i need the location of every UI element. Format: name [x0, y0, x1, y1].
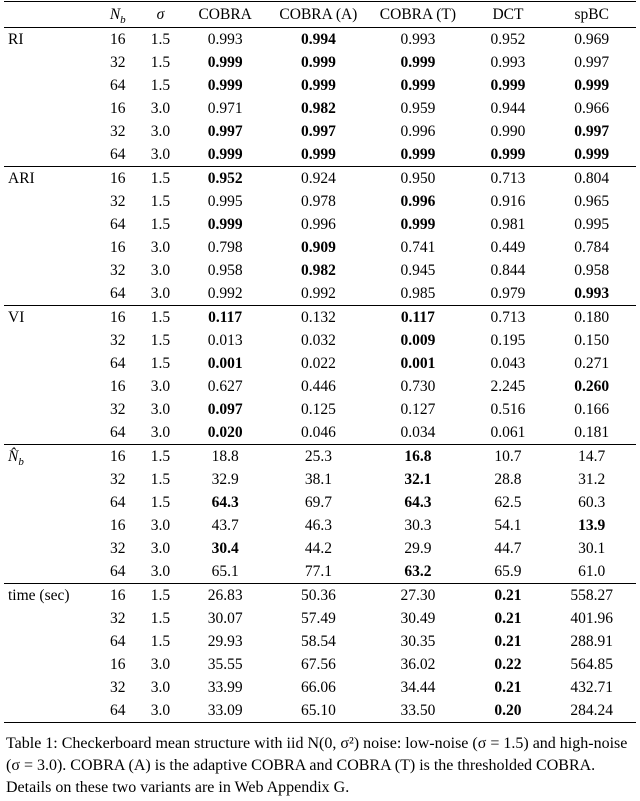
result-value: 558.27 — [547, 584, 636, 608]
sigma-value: 3.0 — [150, 285, 171, 302]
nb-value: 64 — [109, 633, 126, 650]
result-value: 38.1 — [304, 471, 332, 488]
table-row — [4, 213, 636, 236]
metric-label — [4, 468, 96, 491]
result-value: 0.844 — [490, 262, 526, 279]
result-value: 30.49 — [400, 610, 436, 627]
result-value: 0.999 — [400, 146, 436, 163]
metric-name: time (sec) — [8, 587, 70, 604]
sigma-value: 3.0 — [150, 424, 171, 441]
header-method-cobra-a: COBRA (A) — [269, 2, 367, 28]
sigma-value: 3.0 — [150, 239, 171, 256]
sigma-value: 3.0 — [150, 146, 171, 163]
metric-label — [4, 607, 96, 630]
nb-value: 32 — [109, 540, 126, 557]
result-value: 0.132 — [269, 306, 367, 330]
nb-value: 32 — [109, 471, 126, 488]
result-value: 0.061 — [490, 424, 526, 441]
metric-label — [4, 584, 96, 608]
result-value: 0.713 — [468, 306, 547, 330]
result-value: 27.30 — [367, 584, 468, 608]
result-value: 66.06 — [300, 679, 336, 696]
result-value: 0.993 — [207, 31, 243, 48]
result-value: 0.195 — [490, 332, 526, 349]
table-caption: Table 1: Checkerboard mean structure with iid N(0, σ²) noise: low-noise (σ = 1.5) and high-noise (σ = 3.0). COBRA (A) is the adaptive COBRA and COBRA (T) is the thresholded COBRA. Details on these two variants are in Web Appendix G. — [6, 735, 628, 796]
result-value: 0.982 — [300, 100, 336, 117]
result-value: 0.013 — [207, 332, 243, 349]
result-value: 30.4 — [211, 540, 239, 557]
result-value: 28.8 — [494, 471, 522, 488]
metric-label — [4, 352, 96, 375]
result-value: 44.7 — [494, 540, 522, 557]
nb-value: 32 — [109, 332, 126, 349]
metric-label — [4, 259, 96, 282]
result-value: 0.996 — [400, 123, 436, 140]
result-value: 0.999 — [300, 77, 336, 94]
result-value: 32.9 — [211, 471, 239, 488]
metric-label — [4, 97, 96, 120]
metric-label — [4, 213, 96, 236]
sigma-value: 3.0 — [150, 100, 171, 117]
result-value: 0.916 — [490, 193, 526, 210]
result-value: 0.945 — [400, 262, 436, 279]
sigma-value: 1.5 — [150, 355, 171, 372]
result-value: 65.10 — [300, 702, 336, 719]
result-value: 0.046 — [300, 424, 336, 441]
nb-value: 16 — [109, 31, 126, 48]
result-value: 0.097 — [207, 401, 243, 418]
nb-value: 32 — [109, 54, 126, 71]
result-value: 32.1 — [404, 471, 432, 488]
result-value: 0.999 — [574, 146, 610, 163]
result-value: 0.150 — [574, 332, 610, 349]
result-value: 0.952 — [490, 31, 526, 48]
result-value: 44.2 — [304, 540, 332, 557]
result-value: 0.181 — [574, 424, 610, 441]
result-value: 0.995 — [207, 193, 243, 210]
sigma-value: 1.5 — [140, 445, 181, 469]
header-method-cobra-t: COBRA (T) — [367, 2, 468, 28]
result-value: 564.85 — [570, 656, 614, 673]
table-row — [4, 120, 636, 143]
result-value: 0.999 — [300, 146, 336, 163]
result-value: 0.032 — [300, 332, 336, 349]
result-value: 0.784 — [574, 239, 610, 256]
result-value: 0.997 — [207, 123, 243, 140]
result-value: 288.91 — [570, 633, 614, 650]
metric-label — [4, 699, 96, 723]
result-value: 46.3 — [304, 517, 332, 534]
metric-label — [4, 491, 96, 514]
nb-value: 64 — [109, 424, 126, 441]
result-value: 54.1 — [494, 517, 522, 534]
result-value: 65.1 — [211, 563, 239, 580]
metric-label — [4, 190, 96, 213]
sigma-value: 1.5 — [150, 610, 171, 627]
table-row — [4, 445, 636, 469]
table-row — [4, 352, 636, 375]
result-value: 401.96 — [570, 610, 614, 627]
result-value: 0.166 — [574, 401, 610, 418]
result-value: 33.50 — [400, 702, 436, 719]
result-value: 0.180 — [547, 306, 636, 330]
result-value: 0.969 — [574, 31, 610, 48]
result-value: 0.271 — [574, 355, 610, 372]
result-value: 0.043 — [490, 355, 526, 372]
result-value: 62.5 — [494, 494, 522, 511]
result-value: 0.999 — [400, 54, 436, 71]
result-value: 0.125 — [300, 401, 336, 418]
result-value: 50.36 — [269, 584, 367, 608]
result-value: 30.1 — [578, 540, 606, 557]
header-sigma — [140, 2, 181, 28]
nb-value: 64 — [109, 77, 126, 94]
result-value: 0.952 — [181, 167, 269, 191]
table-row — [4, 259, 636, 282]
result-value: 0.966 — [574, 100, 610, 117]
nb-value: 32 — [109, 262, 126, 279]
result-value: 0.21 — [494, 679, 522, 696]
result-value: 16.8 — [367, 445, 468, 469]
table-row — [4, 51, 636, 74]
result-value: 0.997 — [574, 54, 610, 71]
metric-subscript: b — [18, 456, 24, 468]
metric-label — [4, 329, 96, 352]
result-value: 0.009 — [400, 332, 436, 349]
metric-label — [4, 167, 96, 191]
metric-label — [4, 306, 96, 330]
result-value: 0.21 — [468, 584, 547, 608]
result-value: 0.022 — [300, 355, 336, 372]
result-value: 0.446 — [300, 378, 336, 395]
table-row — [4, 560, 636, 584]
metric-label — [4, 421, 96, 445]
result-value: 0.117 — [181, 306, 269, 330]
result-value: 14.7 — [547, 445, 636, 469]
table-row — [4, 699, 636, 723]
table-row — [4, 607, 636, 630]
result-value: 43.7 — [211, 517, 239, 534]
result-value: 67.56 — [300, 656, 336, 673]
header-method-dct: DCT — [468, 2, 547, 28]
table-row — [4, 282, 636, 306]
sigma-symbol: σ — [156, 6, 165, 23]
result-value: 0.997 — [300, 123, 336, 140]
table-row — [4, 468, 636, 491]
result-value: 0.516 — [490, 401, 526, 418]
metric-label — [4, 537, 96, 560]
header-nb — [96, 2, 140, 28]
result-value: 284.24 — [570, 702, 614, 719]
nb-value: 16 — [109, 656, 126, 673]
result-value: 31.2 — [578, 471, 606, 488]
result-value: 0.999 — [207, 77, 243, 94]
sigma-value: 3.0 — [150, 517, 171, 534]
metric-label — [4, 143, 96, 167]
table-row — [4, 28, 636, 52]
sigma-value: 3.0 — [150, 540, 171, 557]
result-value: 60.3 — [578, 494, 606, 511]
result-value: 0.999 — [490, 77, 526, 94]
result-value: 0.449 — [490, 239, 526, 256]
result-value: 0.978 — [300, 193, 336, 210]
result-value: 0.999 — [207, 146, 243, 163]
sigma-value: 1.5 — [140, 306, 181, 330]
result-value: 0.999 — [400, 216, 436, 233]
nb-value: 64 — [109, 702, 126, 719]
nb-value: 16 — [109, 517, 126, 534]
result-value: 0.996 — [400, 193, 436, 210]
result-value: 0.713 — [468, 167, 547, 191]
result-value: 0.993 — [490, 54, 526, 71]
nb-value: 64 — [109, 355, 126, 372]
nb-value: 64 — [109, 494, 126, 511]
sigma-value: 1.5 — [140, 584, 181, 608]
result-value: 0.999 — [300, 54, 336, 71]
sigma-value: 3.0 — [150, 401, 171, 418]
result-value: 57.49 — [300, 610, 336, 627]
result-value: 0.944 — [490, 100, 526, 117]
result-value: 30.3 — [404, 517, 432, 534]
nb-symbol: N — [109, 6, 121, 23]
result-value: 0.001 — [400, 355, 436, 372]
result-value: 64.3 — [211, 494, 239, 511]
metric-label — [4, 560, 96, 584]
nb-value: 32 — [109, 123, 126, 140]
metric-label — [4, 630, 96, 653]
result-value: 0.034 — [400, 424, 436, 441]
result-value: 0.990 — [490, 123, 526, 140]
table-row — [4, 514, 636, 537]
result-value: 0.21 — [494, 633, 522, 650]
sigma-value: 1.5 — [140, 167, 181, 191]
result-value: 0.979 — [490, 285, 526, 302]
table-row — [4, 375, 636, 398]
sigma-value: 1.5 — [150, 216, 171, 233]
nb-subscript: b — [120, 14, 126, 27]
table-row — [4, 190, 636, 213]
sigma-value: 3.0 — [150, 378, 171, 395]
metric-name: N̂ — [8, 448, 19, 465]
result-value: 0.924 — [269, 167, 367, 191]
result-value: 0.992 — [207, 285, 243, 302]
sigma-value: 3.0 — [150, 262, 171, 279]
result-value: 30.07 — [207, 610, 243, 627]
sigma-value: 3.0 — [150, 123, 171, 140]
result-value: 0.804 — [547, 167, 636, 191]
result-value: 35.55 — [207, 656, 243, 673]
nb-value: 64 — [109, 146, 126, 163]
metric-label — [4, 653, 96, 676]
result-value: 0.20 — [494, 702, 522, 719]
metric-label — [4, 445, 96, 469]
result-value: 2.245 — [490, 378, 526, 395]
nb-value: 16 — [109, 100, 126, 117]
result-value: 61.0 — [578, 563, 606, 580]
metric-label — [4, 514, 96, 537]
result-value: 0.909 — [300, 239, 336, 256]
result-value: 0.999 — [207, 54, 243, 71]
table-row — [4, 584, 636, 608]
result-value: 26.83 — [181, 584, 269, 608]
table-row — [4, 143, 636, 167]
result-value: 0.999 — [490, 146, 526, 163]
table-row — [4, 329, 636, 352]
result-value: 0.982 — [300, 262, 336, 279]
nb-value: 16 — [96, 306, 140, 330]
result-value: 0.22 — [494, 656, 522, 673]
metric-label — [4, 236, 96, 259]
result-value: 0.993 — [400, 31, 436, 48]
metric-label — [4, 398, 96, 421]
result-value: 0.798 — [207, 239, 243, 256]
sigma-value: 1.5 — [150, 77, 171, 94]
result-value: 13.9 — [578, 517, 606, 534]
result-value: 34.44 — [400, 679, 436, 696]
nb-value: 64 — [109, 285, 126, 302]
header-method-cobra: COBRA — [181, 2, 269, 28]
nb-value: 16 — [109, 378, 126, 395]
result-value: 0.627 — [207, 378, 243, 395]
table-header — [4, 2, 636, 28]
sigma-value: 3.0 — [150, 679, 171, 696]
result-value: 0.996 — [300, 216, 336, 233]
result-value: 0.992 — [300, 285, 336, 302]
table-row — [4, 537, 636, 560]
result-value: 64.3 — [404, 494, 432, 511]
sigma-value: 1.5 — [150, 54, 171, 71]
results-table — [4, 1, 636, 723]
sigma-value: 1.5 — [150, 633, 171, 650]
result-value: 0.994 — [300, 31, 336, 48]
result-value: 0.958 — [574, 262, 610, 279]
metric-name: ARI — [8, 170, 35, 187]
result-value: 0.993 — [574, 285, 610, 302]
metric-label — [4, 676, 96, 699]
metric-label — [4, 51, 96, 74]
metric-name: RI — [8, 31, 24, 48]
result-value: 0.999 — [400, 77, 436, 94]
metric-label — [4, 28, 96, 52]
header-metric — [4, 2, 96, 28]
result-value: 0.958 — [207, 262, 243, 279]
sigma-value: 1.5 — [150, 494, 171, 511]
metric-label — [4, 120, 96, 143]
table-row — [4, 97, 636, 120]
sigma-value: 3.0 — [150, 656, 171, 673]
nb-value: 32 — [109, 401, 126, 418]
result-value: 36.02 — [400, 656, 436, 673]
nb-value: 32 — [109, 679, 126, 696]
result-value: 0.127 — [400, 401, 436, 418]
nb-value: 64 — [109, 563, 126, 580]
result-value: 0.730 — [400, 378, 436, 395]
result-value: 0.985 — [400, 285, 436, 302]
result-value: 33.09 — [207, 702, 243, 719]
result-value: 18.8 — [181, 445, 269, 469]
result-value: 29.9 — [404, 540, 432, 557]
nb-value: 32 — [109, 610, 126, 627]
result-value: 0.020 — [207, 424, 243, 441]
nb-value: 16 — [96, 445, 140, 469]
result-value: 69.7 — [304, 494, 332, 511]
nb-value: 16 — [96, 584, 140, 608]
result-value: 0.971 — [207, 100, 243, 117]
result-value: 65.9 — [494, 563, 522, 580]
result-value: 0.950 — [367, 167, 468, 191]
result-value: 0.965 — [574, 193, 610, 210]
header-row — [4, 2, 636, 28]
result-value: 0.959 — [400, 100, 436, 117]
sigma-value: 1.5 — [150, 31, 171, 48]
table-row — [4, 236, 636, 259]
result-value: 432.71 — [570, 679, 614, 696]
nb-value: 16 — [96, 167, 140, 191]
table-row — [4, 630, 636, 653]
result-value: 77.1 — [304, 563, 332, 580]
table-row — [4, 653, 636, 676]
table-body — [4, 28, 636, 723]
result-value: 0.741 — [400, 239, 436, 256]
sigma-value: 3.0 — [150, 563, 171, 580]
nb-value: 64 — [109, 216, 126, 233]
result-value: 63.2 — [404, 563, 432, 580]
result-value: 0.995 — [574, 216, 610, 233]
result-value: 0.260 — [574, 378, 610, 395]
nb-value: 32 — [109, 193, 126, 210]
sigma-value: 1.5 — [150, 332, 171, 349]
header-method-spbc: spBC — [547, 2, 636, 28]
result-value: 0.997 — [574, 123, 610, 140]
table-row — [4, 306, 636, 330]
metric-name: VI — [8, 309, 25, 326]
table-row — [4, 676, 636, 699]
table-row — [4, 398, 636, 421]
metric-label — [4, 282, 96, 306]
table-row — [4, 491, 636, 514]
result-value: 25.3 — [269, 445, 367, 469]
table-row — [4, 74, 636, 97]
result-value: 0.21 — [494, 610, 522, 627]
sigma-value: 1.5 — [150, 471, 171, 488]
metric-label — [4, 375, 96, 398]
table-row — [4, 421, 636, 445]
result-value: 0.999 — [207, 216, 243, 233]
metric-label — [4, 74, 96, 97]
result-value: 33.99 — [207, 679, 243, 696]
result-value: 30.35 — [400, 633, 436, 650]
result-value: 29.93 — [207, 633, 243, 650]
nb-value: 16 — [109, 239, 126, 256]
result-value: 0.981 — [490, 216, 526, 233]
result-value: 0.001 — [207, 355, 243, 372]
result-value: 10.7 — [468, 445, 547, 469]
sigma-value: 1.5 — [150, 193, 171, 210]
table-row — [4, 167, 636, 191]
result-value: 58.54 — [300, 633, 336, 650]
sigma-value: 3.0 — [150, 702, 171, 719]
result-value: 0.117 — [367, 306, 468, 330]
result-value: 0.999 — [574, 77, 610, 94]
